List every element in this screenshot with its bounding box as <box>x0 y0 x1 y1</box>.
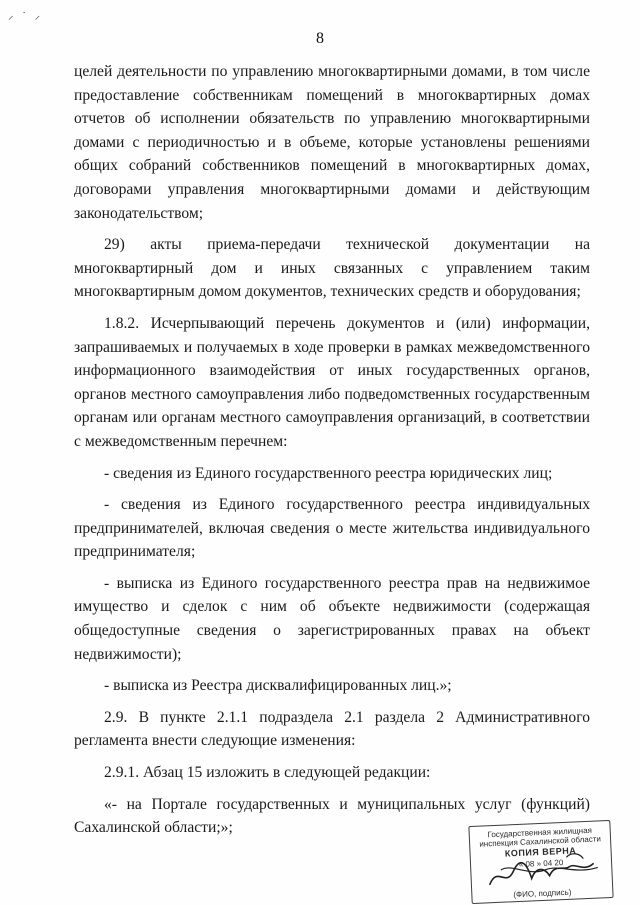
document-body <box>74 60 590 848</box>
certification-stamp <box>468 820 613 904</box>
stamp-copy-label: КОПИЯ ВЕРНА <box>504 845 577 859</box>
scan-marks: ⸝ ˙ ⸝ <box>8 10 44 22</box>
list-item-entrepreneurs: - сведения из Единого государственного реестра индивидуальных предпринимателей, включая сведения о месте жительства индивидуального предпринимателя; <box>74 496 590 561</box>
stamp-date: « 08 » 04 20 <box>518 858 564 869</box>
paragraph-1-8-2: 1.8.2. Исчерпывающий перечень документов и (или) информации, запрашиваемых и получаемых в ходе проверки в рамках межведомственного информационного взаимодействия от иных государственных органов, органов местного самоуправления либо подведомственных государственным органам или органам местного самоуправления организаций, в соответствии с межведомственным перечнем: <box>74 314 590 450</box>
handwritten-signature <box>469 821 612 903</box>
paragraph-management-goals: целей деятельности по управлению многоквартирными домами, в том числе предоставление собственникам помещений в многоквартирных домах отчетов об исполнении обязательств по управлению многоквартирными домами с периодичностью и в объеме, которые установлены решениями общих собраний собственников помещений в многоквартирных домах, договорами управления многоквартирными домами и действующим законодательством; <box>74 63 590 222</box>
list-item-legal-entities: - сведения из Единого государственного реестра юридических лиц; <box>104 464 553 482</box>
list-item-disqualified: - выписка из Реестра дисквалифицированных лиц.»; <box>104 677 452 695</box>
paragraph-2-9-1: 2.9.1. Абзац 15 изложить в следующей редакции: <box>104 764 431 782</box>
list-item-real-estate: - выписка из Единого государственного реестра прав на недвижимое имущество и сделок с ним об объекте недвижимости (содержащая общедоступные сведения о зарегистрированных правах на объект недвижимости); <box>74 574 590 663</box>
page-number: 8 <box>316 30 324 47</box>
paragraph-item-29: 29) акты приема-передачи технической документации на многоквартирный дом и иных связанных с управлением таким многоквартирным домом документов, технических средств и оборудования; <box>74 236 590 301</box>
stamp-organization: Государственная жилищная инспекция Сахалинской области <box>479 825 602 849</box>
paragraph-2-9: 2.9. В пункте 2.1.1 подраздела 2.1 раздела 2 Административного регламента внести следующие изменения: <box>74 708 590 750</box>
stamp-caption: (ФИО, подпись) <box>513 887 572 900</box>
paragraph-portal-quote: «- на Портале государственных и муниципальных услуг (функций) Сахалинской области;»; <box>74 795 590 837</box>
